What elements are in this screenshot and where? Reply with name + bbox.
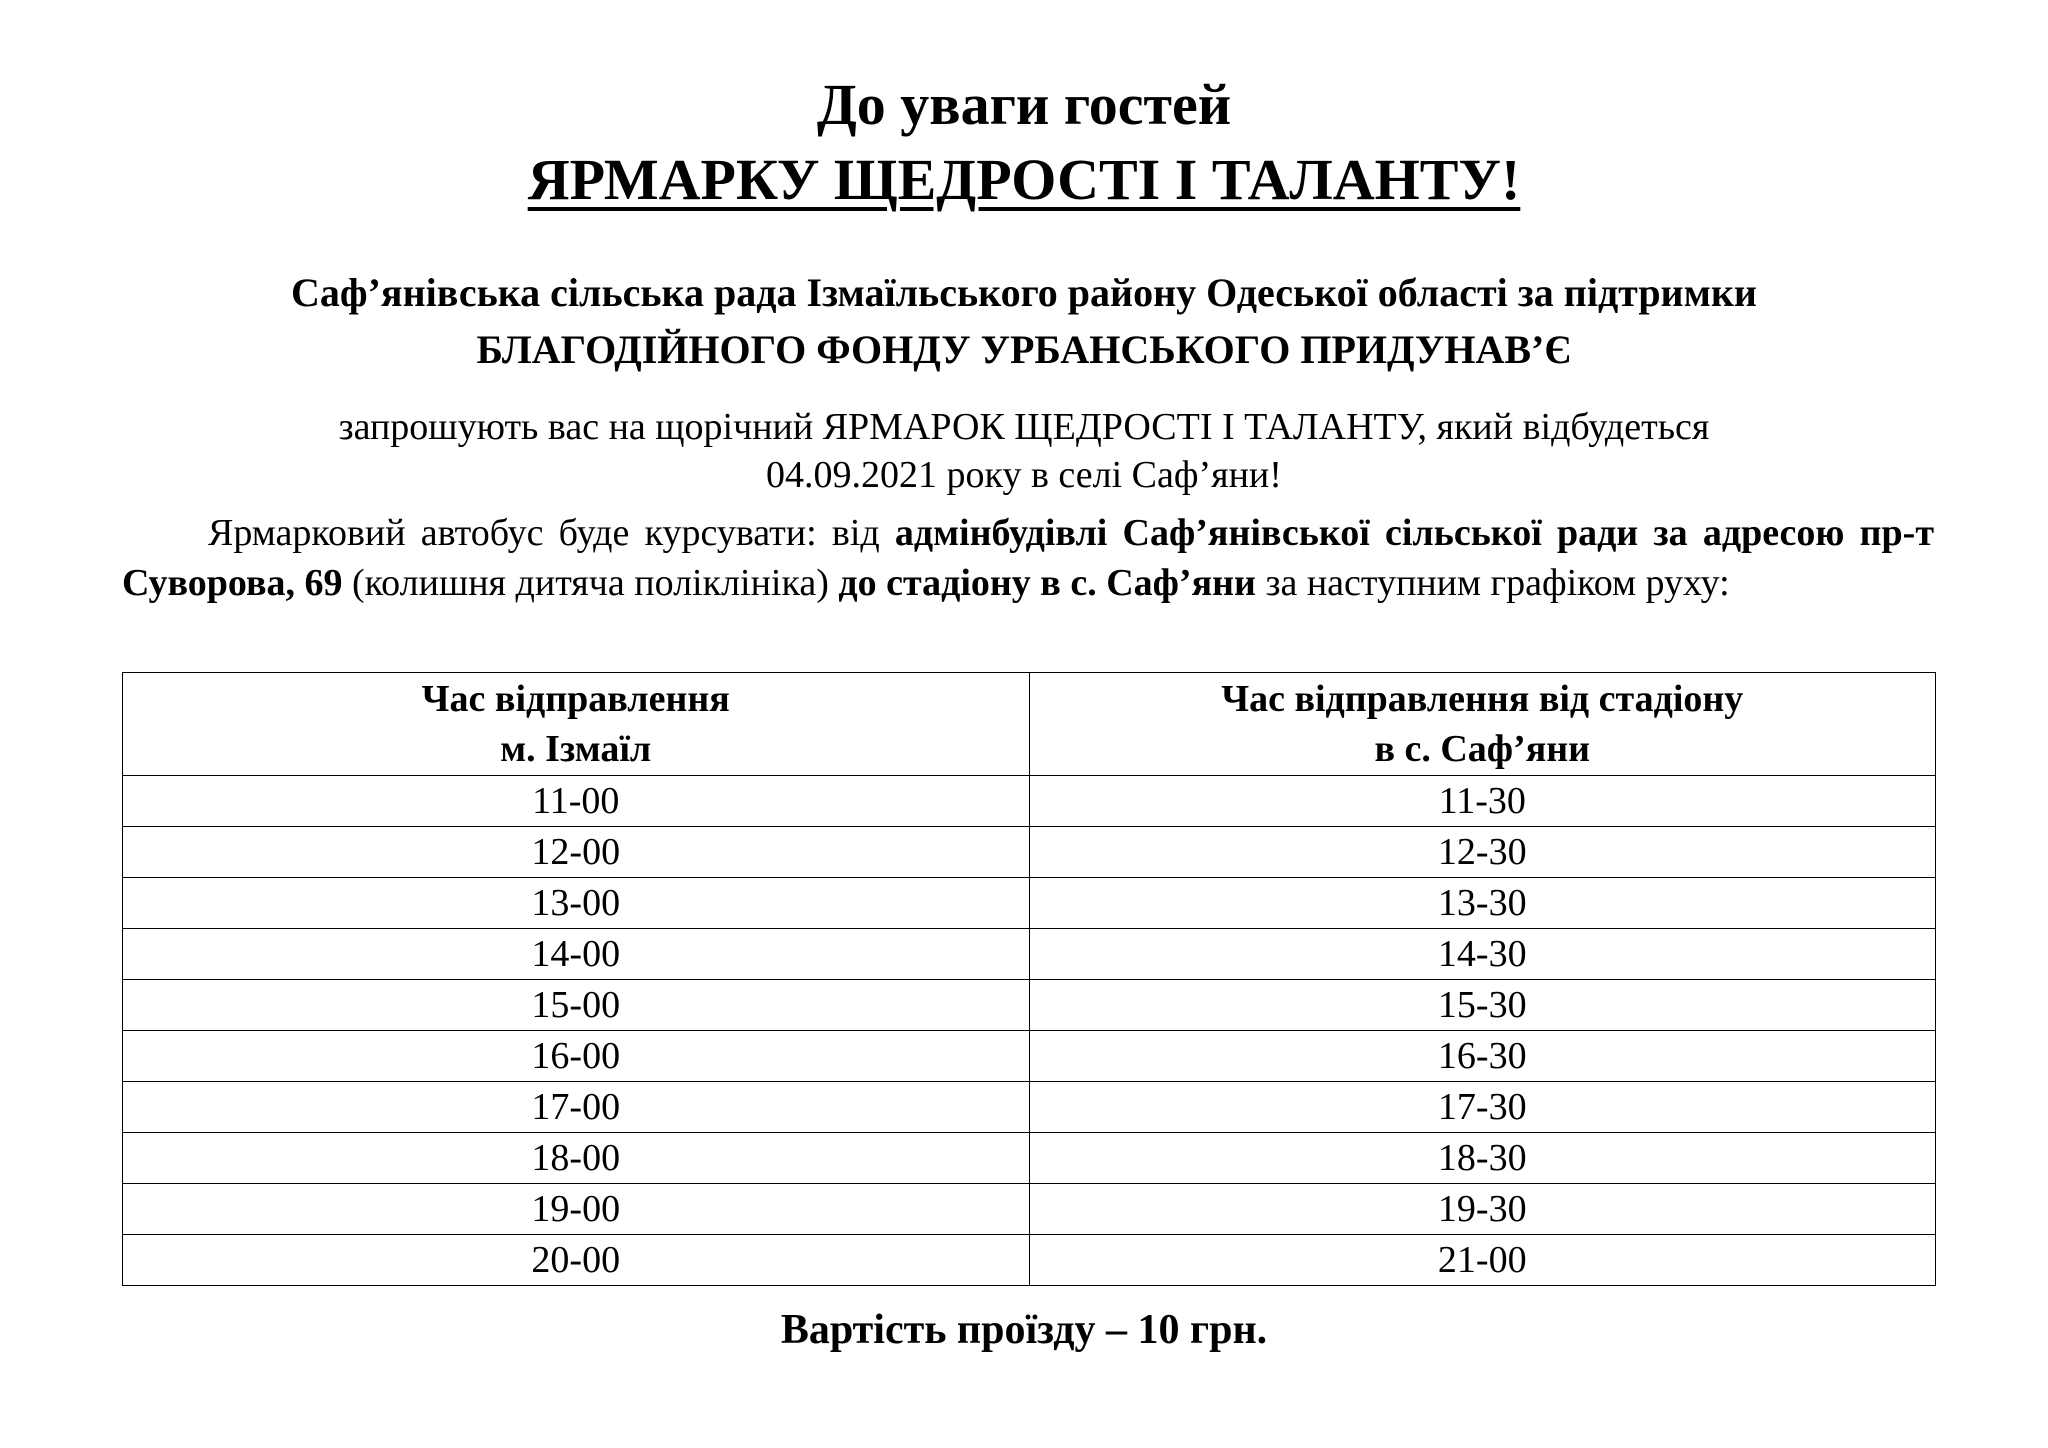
sponsor-line: БЛАГОДІЙНОГО ФОНДУ УРБАНСЬКОГО ПРИДУНАВ’Є <box>476 327 1572 372</box>
bus-schedule-intro: за наступним графіком руху: <box>1255 562 1730 604</box>
table-row <box>123 827 1936 878</box>
bus-info-paragraph <box>122 508 1934 608</box>
bus-origin-note: (колишня дитяча поліклініка) <box>342 562 839 604</box>
event-title: ЯРМАРКУ ЩЕДРОСТІ І ТАЛАНТУ! <box>527 147 1521 212</box>
header-text: в с. Саф’яни <box>1374 728 1591 770</box>
departure-stadium-cell: 14-30 <box>1029 929 1936 980</box>
departure-stadium-cell: 19-30 <box>1029 1184 1936 1235</box>
departure-stadium-cell: 18-30 <box>1029 1133 1936 1184</box>
departure-stadium-cell: 12-30 <box>1029 827 1936 878</box>
table-row <box>123 980 1936 1031</box>
fare-info: Вартість проїзду – 10 грн. <box>780 1307 1268 1353</box>
invitation-line: запрошують вас на щорічний ЯРМАРОК ЩЕДРОСТІ І ТАЛАНТУ, який відбудеться <box>338 406 1710 448</box>
table-row <box>123 1031 1936 1082</box>
header-text: Час відправлення від стадіону <box>1221 678 1744 720</box>
departure-stadium-cell: 13-30 <box>1029 878 1936 929</box>
departure-izmail-cell: 17-00 <box>123 1082 1030 1133</box>
departure-izmail-cell: 11-00 <box>123 776 1030 827</box>
header-departure-izmail <box>123 673 1030 776</box>
table-row <box>123 1082 1936 1133</box>
table-row <box>123 1235 1936 1286</box>
departure-izmail-cell: 20-00 <box>123 1235 1030 1286</box>
table-row <box>123 929 1936 980</box>
departure-stadium-cell: 21-00 <box>1029 1235 1936 1286</box>
invitation-date-line: 04.09.2021 року в селі Саф’яни! <box>766 454 1282 496</box>
departure-izmail-cell: 12-00 <box>123 827 1030 878</box>
table-row <box>123 776 1936 827</box>
table-row <box>123 1184 1936 1235</box>
departure-izmail-cell: 14-00 <box>123 929 1030 980</box>
schedule-table <box>122 672 1936 1286</box>
header-departure-stadium <box>1029 673 1936 776</box>
table-header-row <box>123 673 1936 776</box>
header-text: Час відправлення <box>421 678 730 720</box>
departure-izmail-cell: 13-00 <box>123 878 1030 929</box>
departure-stadium-cell: 17-30 <box>1029 1082 1936 1133</box>
departure-izmail-cell: 16-00 <box>123 1031 1030 1082</box>
departure-stadium-cell: 15-30 <box>1029 980 1936 1031</box>
bus-info-text: Ярмарковий автобус буде курсувати: від <box>208 512 895 554</box>
departure-izmail-cell: 18-00 <box>123 1133 1030 1184</box>
page-title: До уваги гостей <box>816 72 1232 137</box>
table-row <box>123 1133 1936 1184</box>
bus-destination: до стадіону в с. Саф’яни <box>838 562 1256 604</box>
table-row <box>123 878 1936 929</box>
departure-izmail-cell: 15-00 <box>123 980 1030 1031</box>
departure-izmail-cell: 19-00 <box>123 1184 1030 1235</box>
organizer-line: Саф’янівська сільська рада Ізмаїльського району Одеської області за підтримки <box>291 270 1757 315</box>
header-text: м. Ізмаїл <box>500 728 652 770</box>
departure-stadium-cell: 11-30 <box>1029 776 1936 827</box>
bus-origin: адмінбудівлі Саф’янівської сільської ради за адресою пр-т Суворова, 69 <box>122 512 1935 604</box>
departure-stadium-cell: 16-30 <box>1029 1031 1936 1082</box>
